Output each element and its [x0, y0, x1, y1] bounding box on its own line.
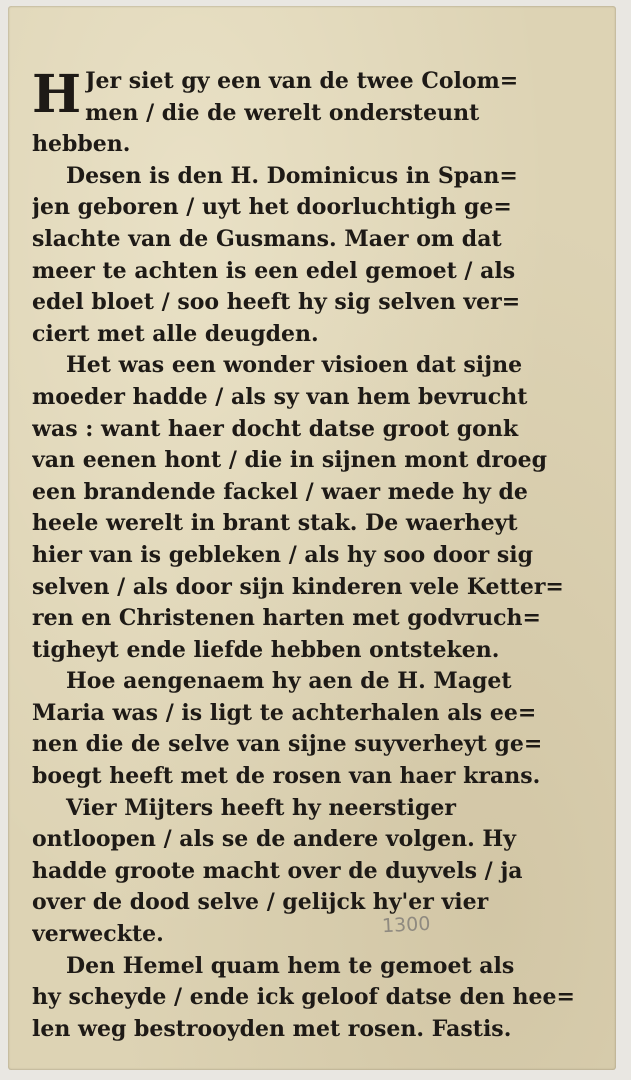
text-line: over de dood selve / gelijck hy'er vier — [32, 889, 489, 916]
text-line: Hoe aengenaem hy aen de H. Maget — [66, 668, 512, 695]
text-line: men / die de werelt ondersteunt — [85, 99, 480, 126]
pencil-note: 1300 — [381, 912, 431, 938]
paragraph-4 — [32, 666, 580, 792]
text-line: moeder hadde / als sy van hem bevrucht — [32, 383, 528, 410]
text-line: Het was een wonder visioen dat sijne — [66, 352, 523, 379]
text-line: boegt heeft met de rosen van haer krans. — [32, 763, 541, 790]
drop-cap: H — [32, 64, 82, 125]
text-line: Vier Mijters heeft hy neerstiger — [66, 794, 456, 821]
paragraph-5 — [32, 793, 580, 951]
text-line: verweckte. — [32, 921, 164, 948]
text-line: nen die de selve van sijne suyverheyt ge= — [32, 731, 543, 758]
text-line: Jer siet gy een van de twee Colom= — [85, 68, 519, 94]
text-line: jen geboren / uyt het doorluchtigh ge= — [32, 194, 512, 221]
text-line: heele werelt in brant stak. De waerheyt — [32, 510, 518, 537]
text-line: ciert met alle deugden. — [32, 320, 319, 347]
text-line: hier van is gebleken / als hy soo door sig — [32, 541, 533, 568]
text-line: hadde groote macht over de duyvels / ja — [32, 857, 523, 884]
text-line: was : want haer docht datse groot gonk — [32, 415, 519, 442]
text-line: van eenen hont / die in sijnen mont droeg — [32, 447, 548, 474]
text-line: len weg bestrooyden met rosen. Fastis. — [32, 1015, 512, 1042]
text-line: selven / als door sijn kinderen vele Ketter= — [32, 573, 564, 600]
text-line: tigheyt ende liefde hebben ontsteken. — [32, 636, 500, 663]
text-line: hy scheyde / ende ick geloof datse den hee= — [32, 984, 575, 1011]
paragraph-2 — [32, 161, 580, 351]
text-line: ontloopen / als se de andere volgen. Hy — [32, 826, 516, 853]
text-line: een brandende fackel / waer mede hy de — [32, 478, 528, 505]
text-line: hebben. — [32, 131, 131, 158]
paragraph-6 — [32, 951, 580, 1046]
text-line: Maria was / is ligt te achterhalen als ee= — [32, 699, 537, 726]
document-body — [32, 66, 580, 1045]
paragraph-3 — [32, 350, 580, 666]
text-line: meer te achten is een edel gemoet / als — [32, 257, 516, 284]
text-line: Desen is den H. Dominicus in Span= — [66, 162, 518, 189]
text-line: ren en Christenen harten met godvruch= — [32, 605, 541, 632]
text-line: slachte van de Gusmans. Maer om dat — [32, 225, 502, 252]
text-line: edel bloet / soo heeft hy sig selven ver= — [32, 289, 521, 316]
paragraph-1 — [32, 66, 580, 161]
text-line: Den Hemel quam hem te gemoet als — [66, 952, 515, 979]
